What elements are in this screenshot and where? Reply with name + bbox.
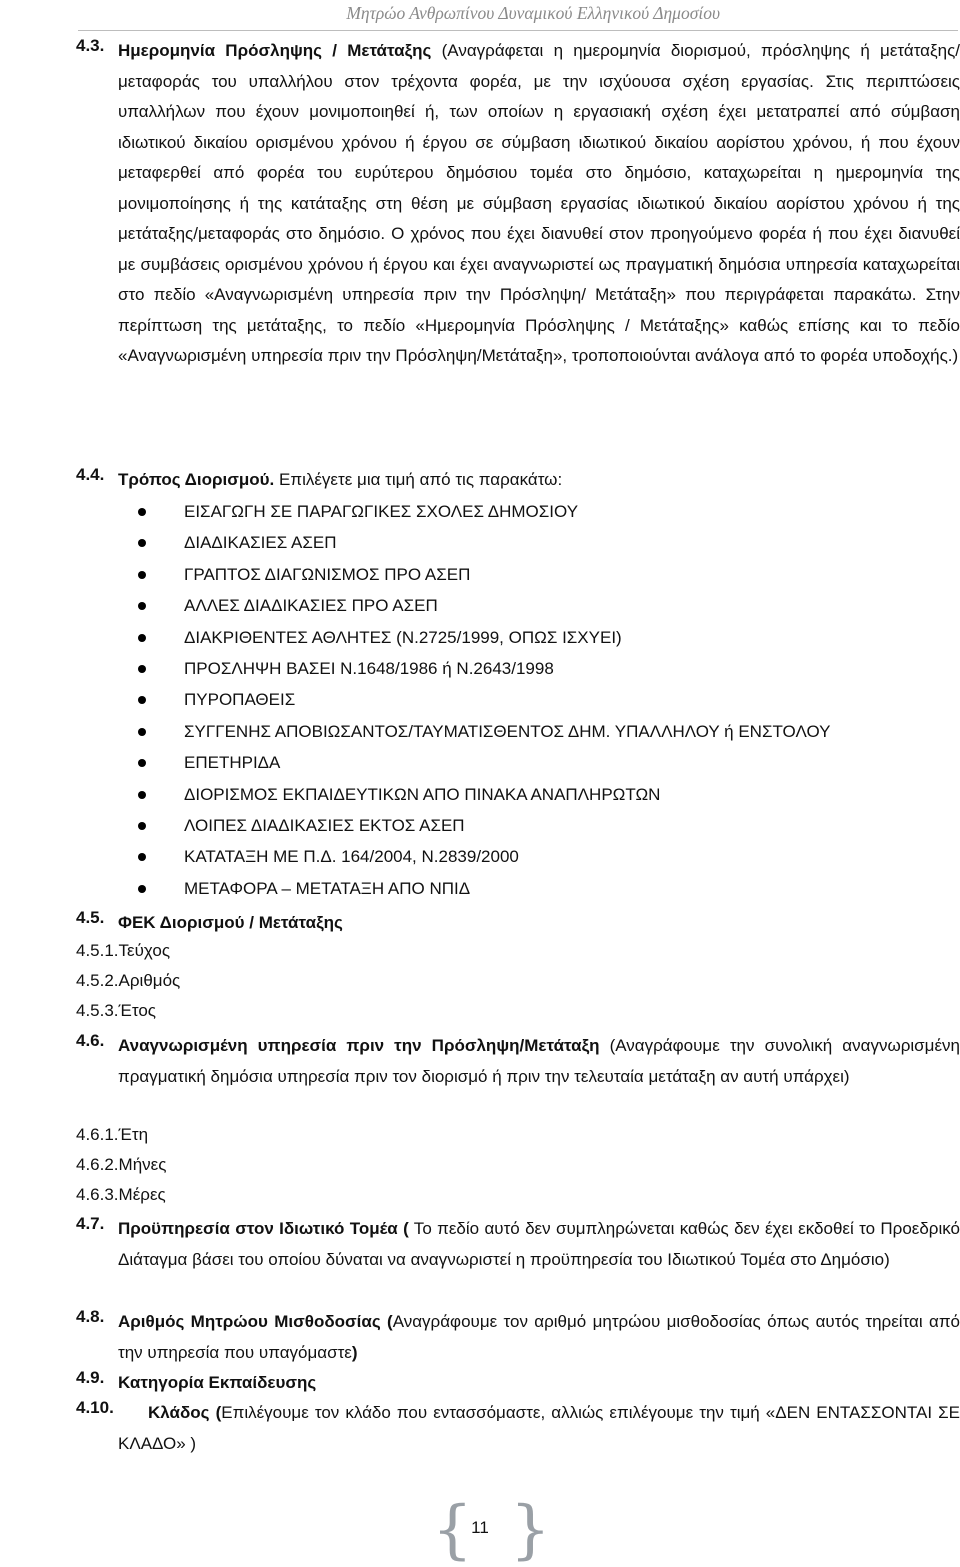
list-item: [76, 747, 956, 778]
list-item-label: ΕΙΣΑΓΩΓΗ ΣΕ ΠΑΡΑΓΩΓΙΚΕΣ ΣΧΟΛΕΣ ΔΗΜΟΣΙΟΥ: [184, 502, 579, 521]
section-body: [118, 465, 960, 495]
list-item-label: ΠΡΟΣΛΗΨΗ ΒΑΣΕΙ Ν.1648/1986 ή Ν.2643/1998: [184, 658, 554, 678]
section-text: Επιλέγουμε τον κλάδο που εντασσόμαστε, αλλιώς επιλέγουμε την τιμή «ΔΕΝ ΕΝΤΑΣΣΟΝΤΑΙ ΣΕ ΚΛΑΔΟ» ): [118, 1403, 960, 1453]
section-title: Κλάδος (: [148, 1403, 222, 1422]
list-item-label: ΠΥΡΟΠΑΘΕΙΣ: [184, 690, 296, 710]
section-body: [118, 1214, 960, 1275]
bullet-icon: [138, 696, 146, 704]
section-4-10: [76, 1398, 960, 1459]
list-item: [76, 716, 956, 747]
list-item: [76, 841, 956, 872]
subsection-4-6-3: 4.6.3.Μέρες: [76, 1185, 166, 1204]
section-text: (Αναγράφεται η ημερομηνία διορισμού, πρόσληψης ή μετάταξης/μεταφοράς του υπαλλήλου στον τρέχοντα φορέα, με την ισχύουσα σχέση εργασίας. Στις περιπτώσεις υπαλλήλων που έχουν μονιμοποιηθεί ή, των οποίων η εργασιακή σχέση έχει μετατραπεί από σύμβαση ιδιωτικού δικαίου ορισμένου χρόνου ή έργου σε σύμβαση ιδιωτικού δικαίου αορίστου χρόνου, ή που έχουν μεταφερθεί από φορέα του ευρύτερου δημόσιου τομέα στο δημόσιο, καταχωρείται η ημερομηνία της μονιμοποίησης ή της κατάταξης στη θέση με σύμβαση εργασίας ιδιωτικού δικαίου αορίστου χρόνου ή της μετάταξης/μεταφοράς στο δημόσιο. Ο χρόνος που έχει διανυθεί στον προηγούμενο φορέα ή που έχει διανυθεί με συμβάσεις ορισμένου χρόνου ή έργου και έχει αναγνωριστεί ως πραγματική δημόσια υπηρεσία καταχωρείται στο πεδίο «Αναγνωρισμένη υπηρεσία πριν την Πρόσληψη/ Μετάταξη» που περιγράφεται παρακάτω. Στην περίπτωση της μετάταξης, το πεδίο «Ημερομηνία Πρόσληψης / Μετάταξης» καθώς επίσης και το πεδίο «Αναγνωρισμένη υπηρεσία πριν την Πρόσληψη/Μετάταξη», τροποποιούνται ανάλογα από το φορέα υποδοχής.): [118, 41, 960, 365]
section-number: 4.9.: [76, 1368, 105, 1387]
bullet-icon: [138, 759, 146, 767]
bullet-icon: [138, 791, 146, 799]
bullet-icon: [138, 853, 146, 861]
appointment-method-list: [76, 496, 956, 904]
section-text: Αναγράφουμε τον αριθμό μητρώου μισθοδοσίας όπως αυτός τηρείται από την υπηρεσία που υπαγόμαστε: [118, 1312, 960, 1362]
left-brace-icon: {: [432, 1493, 473, 1567]
section-title: Τρόπος Διορισμού.: [118, 470, 275, 489]
list-item-label: ΣΥΓΓΕΝΗΣ ΑΠΟΒΙΩΣΑΝΤΟΣ/ΤΑΥΜΑΤΙΣΘΕΝΤΟΣ ΔΗΜ. ΥΠΑΛΛΗΛΟΥ ή ΕΝΣΤΟΛΟΥ: [184, 721, 831, 741]
section-text: (Αναγράφουμε την συνολική αναγνωρισμένη πραγματική δημόσια υπηρεσία πριν τον διορισμό ή πριν την τελευταία μετάταξη αν αυτή υπάρχει): [118, 1036, 960, 1086]
list-item: [76, 779, 956, 810]
list-item-label: ΔΙΟΡΙΣΜΟΣ ΕΚΠΑΙΔΕΥΤΙΚΩΝ ΑΠΟ ΠΙΝΑΚΑ ΑΝΑΠΛΗΡΩΤΩΝ: [184, 784, 661, 804]
section-4-3: [76, 36, 960, 372]
bullet-icon: [138, 602, 146, 610]
section-number: 4.4.: [76, 465, 105, 484]
section-body: [118, 36, 960, 372]
page-footer: [0, 1493, 960, 1567]
list-item: [76, 496, 956, 527]
header-divider: [78, 30, 958, 31]
list-item-label: ΚΑΤΑΤΑΞΗ ΜΕ Π.Δ. 164/2004, Ν.2839/2000: [184, 847, 519, 867]
section-body: [118, 908, 960, 938]
bullet-icon: [138, 634, 146, 642]
page-header-title: Μητρώο Ανθρωπίνου Δυναμικού Ελληνικού Δημοσίου: [346, 3, 720, 23]
list-item: [76, 873, 956, 904]
page-number: 11: [471, 1518, 489, 1537]
section-number: 4.5.: [76, 908, 105, 927]
list-item: [76, 684, 956, 715]
bullet-icon: [138, 539, 146, 547]
list-item-label: ΔΙΑΚΡΙΘΕΝΤΕΣ ΑΘΛΗΤΕΣ (Ν.2725/1999, ΟΠΩΣ ΙΣΧΥΕΙ): [184, 627, 622, 647]
list-item-label: ΓΡΑΠΤΟΣ ΔΙΑΓΩΝΙΣΜΟΣ ΠΡΟ ΑΣΕΠ: [184, 564, 471, 584]
section-text: Επιλέγετε μια τιμή από τις παρακάτω:: [274, 470, 563, 489]
section-4-9: [76, 1368, 960, 1398]
section-title: Κατηγορία Εκπαίδευσης: [118, 1373, 317, 1392]
bullet-icon: [138, 885, 146, 893]
section-4-8: [76, 1307, 960, 1368]
list-item: [76, 622, 956, 653]
list-item: [76, 653, 956, 684]
subsection-4-6-2: 4.6.2.Μήνες: [76, 1155, 167, 1174]
list-item-label: ΜΕΤΑΦΟΡΑ – ΜΕΤΑΤΑΞΗ ΑΠΟ ΝΠΙΔ: [184, 878, 471, 898]
section-4-4: [76, 465, 960, 495]
bullet-icon: [138, 822, 146, 830]
list-item-label: ΔΙΑΔΙΚΑΣΙΕΣ ΑΣΕΠ: [184, 533, 337, 553]
subsection-4-5-3: 4.5.3.Έτος: [76, 1001, 156, 1020]
subsection-4-6-1: 4.6.1.Έτη: [76, 1125, 149, 1144]
list-item-label: ΛΟΙΠΕΣ ΔΙΑΔΙΚΑΣΙΕΣ ΕΚΤΟΣ ΑΣΕΠ: [184, 815, 465, 835]
section-title: Αναγνωρισμένη υπηρεσία πριν την Πρόσληψη/Μετάταξη: [118, 1036, 600, 1055]
section-4-6: [76, 1031, 960, 1092]
section-number: 4.10.: [76, 1398, 114, 1417]
section-title: ΦΕΚ Διορισμού / Μετάταξης: [118, 913, 343, 932]
subsection-4-5-2: 4.5.2.Αριθμός: [76, 971, 181, 990]
section-4-7: [76, 1214, 960, 1275]
section-body: [118, 1307, 960, 1368]
section-title: Προϋπηρεσία στον Ιδιωτικό Τομέα (: [118, 1219, 409, 1238]
list-item: [76, 590, 956, 621]
section-number: 4.7.: [76, 1214, 105, 1233]
section-body: [118, 1368, 960, 1398]
section-4-5: [76, 908, 960, 938]
list-item: [76, 527, 956, 558]
section-body: [118, 1031, 960, 1092]
section-body: [118, 1398, 960, 1459]
bullet-icon: [138, 728, 146, 736]
section-title: Αριθμός Μητρώου Μισθοδοσίας (: [118, 1312, 393, 1331]
list-item-label: ΑΛΛΕΣ ΔΙΑΔΙΚΑΣΙΕΣ ΠΡΟ ΑΣΕΠ: [184, 596, 438, 616]
list-item-label: ΕΠΕΤΗΡΙΔΑ: [184, 753, 281, 773]
subsection-4-5-1: 4.5.1.Τεύχος: [76, 941, 171, 960]
bullet-icon: [138, 665, 146, 673]
section-number: 4.3.: [76, 36, 105, 55]
section-text: Το πεδίο αυτό δεν συμπληρώνεται καθώς δεν έχει εκδοθεί το Προεδρικό Διάταγμα βάσει του οποίου δύναται να αναγνωριστεί η προϋπηρεσία του Ιδιωτικού Τομέα στο Δημόσιο): [118, 1219, 960, 1269]
bullet-icon: [138, 571, 146, 579]
list-item: [76, 559, 956, 590]
section-number: 4.6.: [76, 1031, 105, 1050]
bullet-icon: [138, 508, 146, 516]
section-title: Ημερομηνία Πρόσληψης / Μετάταξης: [118, 41, 432, 60]
list-item: [76, 810, 956, 841]
right-brace-icon: }: [510, 1493, 551, 1567]
section-number: 4.8.: [76, 1307, 105, 1326]
section-close-paren: ): [351, 1342, 358, 1362]
